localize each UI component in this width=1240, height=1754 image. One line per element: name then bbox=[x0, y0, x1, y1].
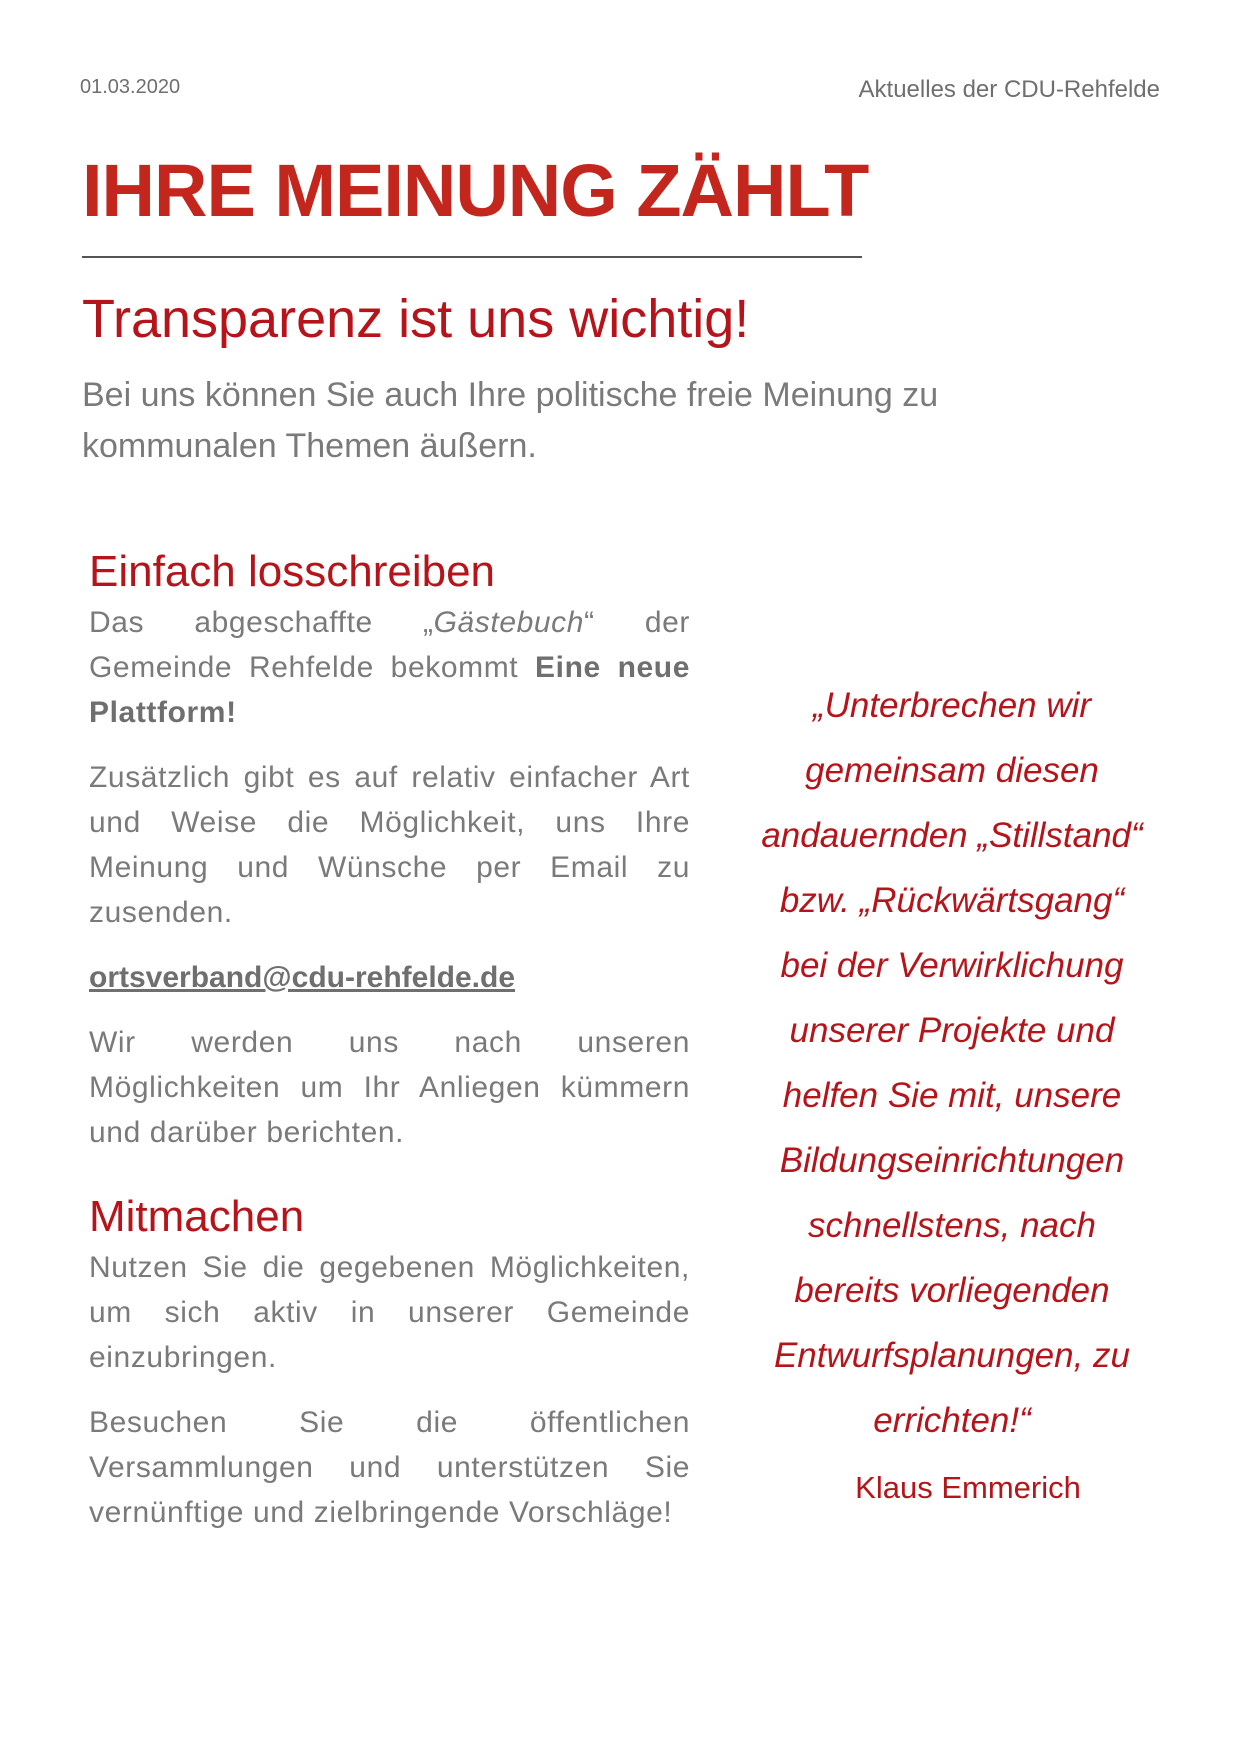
section1-paragraph-2: Zusätzlich gibt es auf relativ einfacher Art und Weise die Möglichkeit, uns Ihre Meinung und Wünsche per Email zu zusenden. bbox=[89, 761, 690, 929]
quote-line: bei der Verwirklichung bbox=[780, 946, 1124, 985]
section1-paragraph-1 bbox=[89, 600, 690, 735]
quote-line: helfen Sie mit, unsere bbox=[782, 1076, 1122, 1115]
intro-text: Bei uns können Sie auch Ihre politische freie Meinung zu kommunalen Themen äußern. bbox=[82, 376, 939, 465]
quote-line: „Unterbrechen wir bbox=[812, 686, 1092, 725]
left-column bbox=[89, 544, 690, 1555]
section-heading-einfach-losschreiben: Einfach losschreiben bbox=[89, 547, 496, 596]
section1-p1-bold: Eine neue Plattform! bbox=[89, 651, 690, 729]
section2-paragraph-2: Besuchen Sie die öffentlichen Versammlungen und unterstützen Sie vernünftige und zielbringende Vorschläge! bbox=[89, 1406, 690, 1529]
section2-paragraph-1: Nutzen Sie die gegebenen Möglichkeiten, um sich aktiv in unserer Gemeinde einzubringen. bbox=[89, 1251, 690, 1374]
pull-quote bbox=[740, 673, 1164, 1453]
title-divider bbox=[82, 256, 862, 258]
quote-line: bereits vorliegenden bbox=[794, 1271, 1110, 1310]
section-mitmachen bbox=[89, 1189, 690, 1535]
page-title: IHRE MEINUNG ZÄHLT bbox=[82, 149, 869, 232]
subtitle: Transparenz ist uns wichtig! bbox=[82, 289, 750, 349]
section1-p1-text-before: Das abgeschaffte „ bbox=[89, 606, 434, 639]
quote-line: schnellstens, nach bbox=[808, 1206, 1096, 1245]
quote-line: bzw. „Rückwärtsgang“ bbox=[779, 881, 1125, 920]
header-site-name: Aktuelles der CDU-Rehfelde bbox=[858, 76, 1160, 103]
quote-line: andauernden „Stillstand“ bbox=[761, 816, 1143, 855]
section1-paragraph-3: Wir werden uns nach unseren Möglichkeiten um Ihr Anliegen kümmern und darüber berichten. bbox=[89, 1026, 690, 1149]
section1-p1-text-after: “ der Gemeinde Rehfelde bekommt bbox=[89, 606, 690, 684]
quote-line: errichten!“ bbox=[873, 1401, 1031, 1440]
email-link[interactable]: ortsverband@cdu-rehfelde.de bbox=[89, 961, 516, 994]
quote-line: gemeinsam diesen bbox=[805, 751, 1099, 790]
quote-line: Bildungseinrichtungen bbox=[779, 1141, 1125, 1180]
section1-p1-italic: Gästebuch bbox=[433, 606, 585, 639]
section-heading-mitmachen: Mitmachen bbox=[89, 1192, 305, 1241]
quote-author: Klaus Emmerich bbox=[855, 1470, 1081, 1505]
quote-line: Entwurfsplanungen, zu bbox=[773, 1336, 1131, 1375]
quote-line: unserer Projekte und bbox=[789, 1011, 1115, 1050]
header-date: 01.03.2020 bbox=[80, 76, 181, 98]
